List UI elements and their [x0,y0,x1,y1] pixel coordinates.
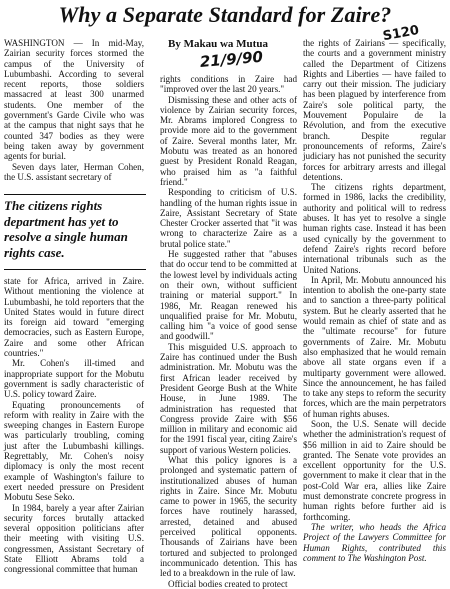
paragraph: Dismissing these and other acts of violence by Zairian security forces, Mr. Abrams implored Congress to provide more aid to the government of Zaire. Several months later, Mr. Mobutu was treated as an honored guest by President Ronald Reagan, who praised him as "a faithful friend." [160,94,297,187]
archive-stamp: S120 [381,23,421,45]
article-column-3 [303,38,446,569]
author-tagline: The writer, who heads the Africa Project of the Lawyers Committee for Human Rights, contributed this comment to The Washington Post. [303,521,446,563]
article-column-1-top [4,38,144,188]
paragraph: rights conditions in Zaire had "improved over the last 20 years." [160,74,297,95]
paragraph: What this policy ignores is a prolonged and systematic pattern of institutionalized abuses of human rights in Zaire. Since Mr. Mobutu came to power in 1965, the security forces have routinely harassed, arrested, detained and abused perceived political opponents. Thousands of Zairians have been tortured and subjected to prolonged incommunicado detention. This has led to a breakdown in the rule of law. [160,454,297,579]
article-column-2 [160,74,297,589]
byline: By Makau wa Mutua [168,38,268,50]
paragraph: Seven days later, Herman Cohen, the U.S. assistant secretary of [4,161,144,182]
paragraph: The citizens rights department, formed in 1986, lacks the credibility, authority and political will to redress abuses. It has yet to resolve a single human rights case. Instead it has been used cynically by the government to defend Zaire's rights record before international tribunals such as the United Nations. [303,182,446,275]
handwritten-date: 21/9/90 [199,47,264,72]
paragraph: In 1984, barely a year after Zairian security forces brutally attacked several opposition politicians after their meeting with visiting U.S. congressmen, Assistant Secretary of State Elliott Abrams told a congressional committee that human [4,502,144,575]
paragraph: Mr. Cohen's ill-timed and inappropriate support for the Mobutu government is sadly characteristic of U.S. policy toward Zaire. [4,358,144,400]
paragraph: Responding to criticism of U.S. handling of the human rights issue in Zaire, Assistant Secretary of State Chester Crocker asserted that "it was wrong to characterize Zaire as a brutal police state." [160,187,297,249]
paragraph: Official bodies created to protect [168,578,288,589]
paragraph: WASHINGTON — In mid-May, Zairian security forces stormed the campus of the University of Lubumbashi. According to several recent reports, those soldiers massacred at least 300 unarmed students. One member of the government's Garde Civile who was at the campus that night says that he counted 347 bodies as they were being taken away by government agents for burial. [4,38,144,162]
paragraph: Equating pronouncements of reform with reality in Zaire with the sweeping changes in Eastern Europe was particularly troubling, coming just after the Lubumbashi killings. Regrettably, Mr. Cohen's noisy diplomacy is only the most recent example of Washington's failure to exert needed pressure on President Mobutu Sese Seko. [4,399,144,503]
paragraph: the rights of Zairians — specifically, the courts and a government ministry called the Department of Citizens Rights and Liberties — have failed to carry out their mission. The judiciary has been plagued by interference from Zaire's sole political party, the Mouvement Populaire de la Révolution, and from the executive branch. Despite regular pronouncements of reforms, Zaire's judiciary has not punished the security forces for arbitrary arrests and illegal detentions. [303,38,446,182]
article-column-1-bottom [4,276,144,575]
paragraph: state for Africa, arrived in Zaire. Without mentioning the violence at Lubumbashi, he told reporters that the United States would in future direct its foreign aid toward "emerging democracies, such as Eastern Europe, Zaire and some other African countries." [4,276,144,359]
paragraph: In April, Mr. Mobutu announced his intention to abolish the one-party state and to sanction a three-party political system. But he clearly asserted that he would remain as chief of state and as the "ultimate recourse" for future governments of Zaire. Mr. Mobutu also emphasized that he would remain above all state organs even if a multiparty government were allowed. Since the announcement, he has failed to take any steps to reform the security forces, which are the main perpetrators of human rights abuses. [303,274,446,419]
pull-quote: The citizens rights department has yet to resolve a single human rights case. [4,194,146,270]
paragraph: Soon, the U.S. Senate will decide whether the administration's request of $56 million in aid to Zaire should be granted. The Senate vote provides an excellent opportunity for the U.S. government to make it clear that in the post-Cold War era, allies like Zaire must demonstrate concrete progress in human rights before further aid is forthcoming. [303,418,446,522]
paragraph: He suggested rather that "abuses that do occur tend to be committed at the lowest level by individuals acting on their own, without sufficient training or material support." In 1986, Mr. Reagan renewed his unqualified praise for Mr. Mobutu, calling him "a voice of good sense and goodwill." [160,249,297,342]
paragraph: This misguided U.S. approach to Zaire has continued under the Bush administration. Mr. Mobutu was the first African leader received by President George Bush at the White House, in June 1989. The administration has requested that Congress provide Zaire with $56 million in military and economic aid for the 1991 fiscal year, citing Zaire's support of various Western policies. [160,341,297,455]
headline: Why a Separate Standard for Zaire? [58,2,392,27]
